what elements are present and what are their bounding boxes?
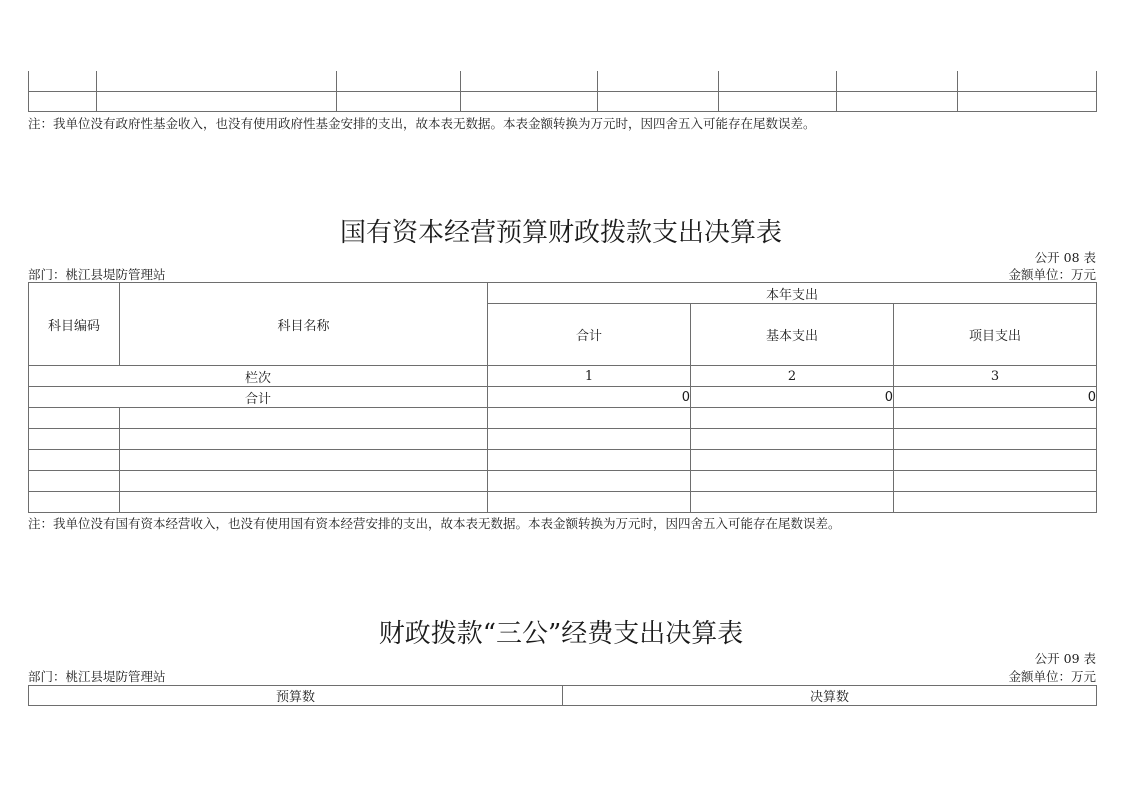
unit-label: 金额单位：万元 — [1008, 669, 1096, 684]
capital-budget-table — [28, 282, 1097, 513]
index-col-2: 2 — [691, 366, 894, 387]
header-final: 决算数 — [563, 686, 1097, 706]
index-col-1: 1 — [488, 366, 691, 387]
table-row — [29, 492, 1097, 513]
header-basic: 基本支出 — [691, 304, 894, 366]
table-row — [29, 91, 1097, 111]
capital-budget-note: 注：我单位没有国有资本经营收入，也没有使用国有资本经营安排的支出，故本表无数据。本表金额转换为万元时，因四舍五入可能存在尾数误差。 — [28, 516, 841, 531]
department-label: 部门：桃江县堤防管理站 — [28, 669, 166, 684]
fund-table-tail — [28, 71, 1097, 112]
three-public-table — [28, 685, 1097, 706]
table-row — [29, 71, 1097, 91]
page-title-capital-budget: 国有资本经营预算财政拨款支出决算表 — [339, 218, 782, 248]
header-row — [29, 283, 1097, 304]
table-row — [29, 408, 1097, 429]
index-col-3: 3 — [894, 366, 1097, 387]
project-value: 0 — [894, 387, 1097, 408]
header-code: 科目编码 — [29, 283, 120, 366]
header-total: 合计 — [488, 304, 691, 366]
header-row — [29, 686, 1097, 706]
table-row — [29, 429, 1097, 450]
table-code: 公开 08 表 — [1034, 250, 1096, 265]
index-label: 栏次 — [29, 366, 488, 387]
fund-table-note: 注：我单位没有政府性基金收入，也没有使用政府性基金安排的支出，故本表无数据。本表金额转换为万元时，因四舍五入可能存在尾数误差。 — [28, 116, 816, 131]
page-title-three-public: 财政拨款“三公”经费支出决算表 — [378, 619, 744, 649]
header-budget: 预算数 — [29, 686, 563, 706]
department-label: 部门：桃江县堤防管理站 — [28, 267, 166, 282]
table-row — [29, 471, 1097, 492]
total-label: 合计 — [29, 387, 488, 408]
table-code: 公开 09 表 — [1034, 651, 1096, 666]
unit-label: 金额单位：万元 — [1008, 267, 1096, 282]
basic-value: 0 — [691, 387, 894, 408]
header-name: 科目名称 — [120, 283, 488, 366]
header-project: 项目支出 — [894, 304, 1097, 366]
total-row — [29, 387, 1097, 408]
header-current-year-spending: 本年支出 — [488, 283, 1097, 304]
index-row — [29, 366, 1097, 387]
total-value: 0 — [488, 387, 691, 408]
table-row — [29, 450, 1097, 471]
